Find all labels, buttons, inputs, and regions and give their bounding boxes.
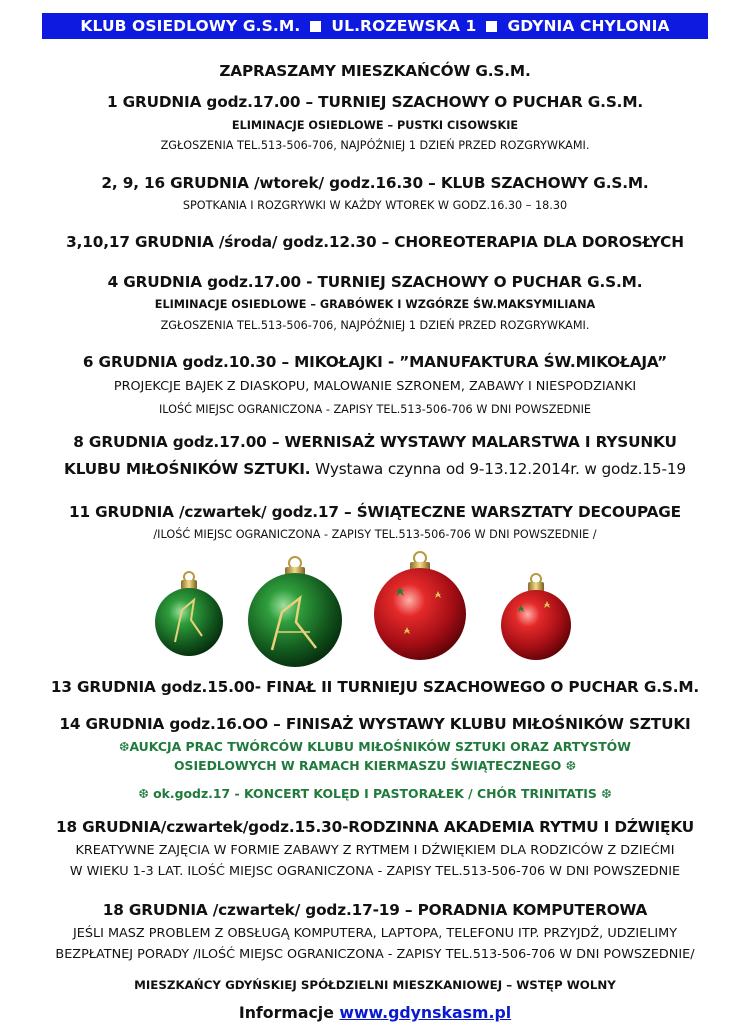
square-separator-icon xyxy=(310,21,321,32)
event-highlight: ❆AUKCJA PRAC TWÓRCÓW KLUBU MIŁOŚNIKÓW SZTUKI ORAZ ARTYSTÓW xyxy=(119,739,631,754)
event-title: 13 GRUDNIA godz.15.00- FINAŁ II TURNIEJU SZACHOWEGO O PUCHAR G.S.M. xyxy=(50,678,700,696)
event-description: BEZPŁATNEJ PORADY /ILOŚĆ MIEJSC OGRANICZONA - ZAPISY TEL.513-506-706 W DNI POWSZEDNIE/ xyxy=(55,947,695,962)
event-note: /ILOŚĆ MIEJSC OGRANICZONA - ZAPISY TEL.513-506-706 W DNI POWSZEDNIE / xyxy=(153,528,597,541)
event-title: 18 GRUDNIA/czwartek/godz.15.30-RODZINNA AKADEMIA RYTMU I DŹWIĘKU xyxy=(55,818,695,836)
event-title: 3,10,17 GRUDNIA /środa/ godz.12.30 – CHOREOTERAPIA DLA DOROSŁYCH xyxy=(66,233,684,251)
event-note: ZGŁOSZENIA TEL.513-506-706, NAJPÓŹNIEJ 1 DZIEŃ PRZED ROZGRYWKAMI. xyxy=(160,139,590,152)
event-title: 4 GRUDNIA godz.17.00 - TURNIEJ SZACHOWY O PUCHAR G.S.M. xyxy=(107,273,643,291)
event-title-continued xyxy=(0,460,750,478)
event-title-part: KLUBU MIŁOŚNIKÓW SZTUKI. xyxy=(64,460,311,478)
event-title: 18 GRUDNIA /czwartek/ godz.17-19 – PORADNIA KOMPUTEROWA xyxy=(102,901,648,919)
footer-note: MIESZKAŃCY GDYŃSKIEJ SPÓŁDZIELNI MIESZKANIOWEJ – WSTĘP WOLNY xyxy=(134,978,616,992)
event-subtitle: ELIMINACJE OSIEDLOWE – PUSTKI CISOWSKIE xyxy=(231,119,519,132)
green-ornament-icon xyxy=(155,572,223,656)
event-description: W WIEKU 1-3 LAT. ILOŚĆ MIEJSC OGRANICZONA - ZAPISY TEL.513-506-706 W DNI POWSZEDNIE xyxy=(69,864,681,879)
event-description: KREATYWNE ZAJĘCIA W FORMIE ZABAWY Z RYTMEM I DŹWIĘKIEM DLA RODZICÓW Z DZIEĆMI xyxy=(75,843,675,858)
event-title: 2, 9, 16 GRUDNIA /wtorek/ godz.16.30 – KLUB SZACHOWY G.S.M. xyxy=(101,174,649,192)
event-hours: Wystawa czynna od 9-13.12.2014r. w godz.15-19 xyxy=(310,460,686,478)
club-address: UL.ROZEWSKA 1 xyxy=(331,17,477,35)
info-label: Informacje xyxy=(238,1003,340,1022)
info-line xyxy=(0,1003,750,1022)
event-note: ZGŁOSZENIA TEL.513-506-706, NAJPÓŹNIEJ 1 DZIEŃ PRZED ROZGRYWKAMI. xyxy=(160,319,590,332)
event-note: ILOŚĆ MIEJSC OGRANICZONA - ZAPISY TEL.513-506-706 W DNI POWSZEDNIE xyxy=(158,403,592,416)
green-ornament-icon xyxy=(248,557,342,667)
event-description: JEŚLI MASZ PROBLEM Z OBSŁUGĄ KOMPUTERA, LAPTOPA, TELEFONU ITP. PRZYJDŹ, UDZIELIMY xyxy=(72,926,678,941)
event-subtitle: ELIMINACJE OSIEDLOWE – GRABÓWEK I WZGÓRZE ŚW.MAKSYMILIANA xyxy=(154,298,596,311)
red-ornament-icon xyxy=(374,552,466,660)
header-banner xyxy=(42,13,708,39)
club-name: KLUB OSIEDLOWY G.S.M. xyxy=(80,17,301,35)
event-highlight: ❆ ok.godz.17 - KONCERT KOLĘD I PASTORAŁEK / CHÓR TRINITATIS ❆ xyxy=(138,786,612,801)
event-title: 11 GRUDNIA /czwartek/ godz.17 – ŚWIĄTECZNE WARSZTATY DECOUPAGE xyxy=(69,503,681,521)
event-description: PROJEKCJE BAJEK Z DIASKOPU, MALOWANIE SZRONEM, ZABAWY I NIESPODZIANKI xyxy=(113,379,637,394)
event-note: SPOTKANIA I ROZGRYWKI W KAŻDY WTOREK W GODZ.16.30 – 18.30 xyxy=(182,199,568,212)
event-title: 1 GRUDNIA godz.17.00 – TURNIEJ SZACHOWY O PUCHAR G.S.M. xyxy=(106,93,644,111)
website-link[interactable]: www.gdynskasm.pl xyxy=(339,1003,512,1022)
event-title: 14 GRUDNIA godz.16.OO – FINISAŻ WYSTAWY KLUBU MIŁOŚNIKÓW SZTUKI xyxy=(59,715,691,733)
intro-heading: ZAPRASZAMY MIESZKAŃCÓW G.S.M. xyxy=(219,62,531,80)
event-title: 6 GRUDNIA godz.10.30 – MIKOŁAJKI - ”MANUFAKTURA ŚW.MIKOŁAJA” xyxy=(82,353,668,371)
club-city: GDYNIA CHYLONIA xyxy=(507,17,670,35)
square-separator-icon xyxy=(486,21,497,32)
red-ornament-icon xyxy=(501,574,571,660)
christmas-ornaments-illustration xyxy=(150,550,600,675)
event-highlight: OSIEDLOWYCH W RAMACH KIERMASZU ŚWIĄTECZNEGO ❆ xyxy=(173,758,577,773)
event-title: 8 GRUDNIA godz.17.00 – WERNISAŻ WYSTAWY MALARSTWA I RYSUNKU xyxy=(73,433,677,451)
